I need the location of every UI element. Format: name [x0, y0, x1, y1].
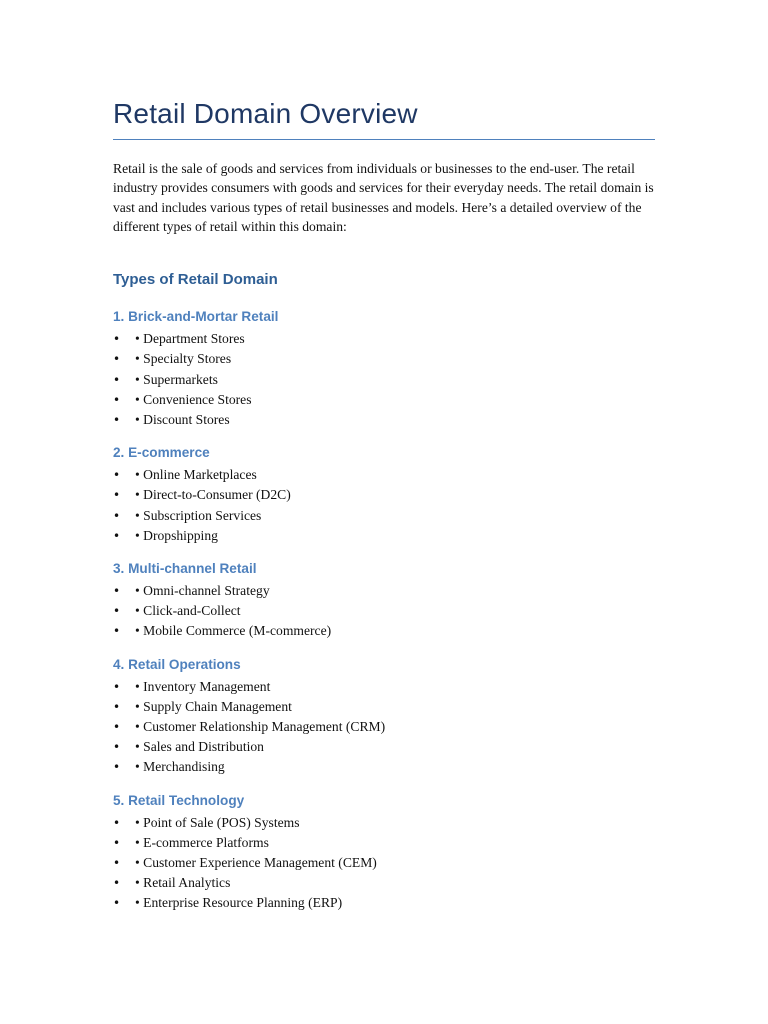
section-heading: 3. Multi-channel Retail	[113, 561, 257, 577]
bullet-icon: •	[113, 856, 121, 871]
section-heading: 5. Retail Technology	[113, 792, 245, 808]
list-item-text: • Retail Analytics	[135, 875, 231, 891]
bullet-list	[113, 581, 655, 642]
bullet-icon: •	[113, 528, 121, 543]
list-item	[113, 349, 655, 369]
list-item-text: • Dropshipping	[135, 527, 218, 543]
bullet-list	[113, 677, 655, 778]
types-heading: Types of Retail Domain	[113, 271, 278, 289]
list-item-text: • Click-and-Collect	[135, 603, 241, 619]
bullet-icon: •	[113, 740, 121, 755]
list-item-text: • Customer Experience Management (CEM)	[135, 855, 377, 871]
bullet-icon: •	[113, 488, 121, 503]
bullet-icon: •	[113, 699, 121, 714]
bullet-icon: •	[113, 835, 121, 850]
list-item-text: • Merchandising	[135, 759, 225, 775]
list-item	[113, 581, 655, 601]
list-item	[113, 833, 655, 853]
intro-paragraph: Retail is the sale of goods and services from individuals or businesses to the end-user. The retail industry provides consumers with goods and services for their everyday needs. The retail domain is vast and includes various types of retail businesses and models. Here’s a detailed overview of the different types of retail within this domain:	[113, 161, 654, 234]
list-item-text: • E-commerce Platforms	[135, 834, 269, 850]
list-item	[113, 601, 655, 621]
section-4	[113, 656, 655, 778]
bullet-icon: •	[113, 372, 121, 387]
bullet-icon: •	[113, 392, 121, 407]
list-item-text: • Convenience Stores	[135, 391, 252, 407]
bullet-icon: •	[113, 815, 121, 830]
list-item	[113, 390, 655, 410]
list-item-text: • Department Stores	[135, 331, 245, 347]
bullet-list	[113, 465, 655, 546]
bullet-icon: •	[113, 624, 121, 639]
list-item	[113, 526, 655, 546]
list-item-text: • Online Marketplaces	[135, 467, 257, 483]
list-item-text: • Inventory Management	[135, 678, 271, 694]
bullet-icon: •	[113, 584, 121, 599]
list-item	[113, 485, 655, 505]
bullet-icon: •	[113, 468, 121, 483]
document-title: Retail Domain Overview	[113, 98, 418, 129]
title-underline	[113, 139, 655, 140]
list-item-text: • Supply Chain Management	[135, 698, 292, 714]
list-item	[113, 465, 655, 485]
bullet-list	[113, 813, 655, 914]
list-item-text: • Supermarkets	[135, 371, 218, 387]
section-heading: 4. Retail Operations	[113, 656, 241, 672]
list-item	[113, 873, 655, 893]
section-heading: 1. Brick-and-Mortar Retail	[113, 309, 279, 325]
list-item	[113, 506, 655, 526]
list-item	[113, 329, 655, 349]
section-heading: 2. E-commerce	[113, 445, 210, 461]
list-item	[113, 677, 655, 697]
bullet-icon: •	[113, 896, 121, 911]
list-item	[113, 737, 655, 757]
list-item	[113, 621, 655, 641]
bullet-icon: •	[113, 508, 121, 523]
list-item	[113, 370, 655, 390]
bullet-icon: •	[113, 604, 121, 619]
section-3	[113, 560, 655, 642]
list-item	[113, 853, 655, 873]
list-item	[113, 813, 655, 833]
list-item	[113, 893, 655, 913]
section-1	[113, 308, 655, 430]
list-item-text: • Enterprise Resource Planning (ERP)	[135, 895, 343, 911]
list-item	[113, 697, 655, 717]
bullet-icon: •	[113, 760, 121, 775]
list-item	[113, 757, 655, 777]
bullet-icon: •	[113, 332, 121, 347]
bullet-icon: •	[113, 876, 121, 891]
list-item-text: • Mobile Commerce (M-commerce)	[135, 623, 332, 639]
list-item-text: • Discount Stores	[135, 412, 230, 427]
bullet-icon: •	[113, 679, 121, 694]
bullet-icon: •	[113, 352, 121, 367]
section-2	[113, 444, 655, 546]
bullet-list	[113, 329, 655, 430]
list-item-text: • Specialty Stores	[135, 351, 232, 367]
list-item-text: • Point of Sale (POS) Systems	[135, 814, 300, 830]
list-item	[113, 410, 655, 430]
bullet-icon: •	[113, 413, 121, 427]
bullet-icon: •	[113, 720, 121, 735]
section-5	[113, 792, 655, 914]
list-item-text: • Omni-channel Strategy	[135, 583, 270, 599]
sections-container	[113, 308, 655, 913]
document-page	[113, 95, 655, 914]
list-item-text: • Customer Relationship Management (CRM)	[135, 719, 386, 735]
list-item	[113, 717, 655, 737]
list-item-text: • Sales and Distribution	[135, 739, 264, 755]
list-item-text: • Subscription Services	[135, 507, 262, 523]
list-item-text: • Direct-to-Consumer (D2C)	[135, 487, 291, 503]
